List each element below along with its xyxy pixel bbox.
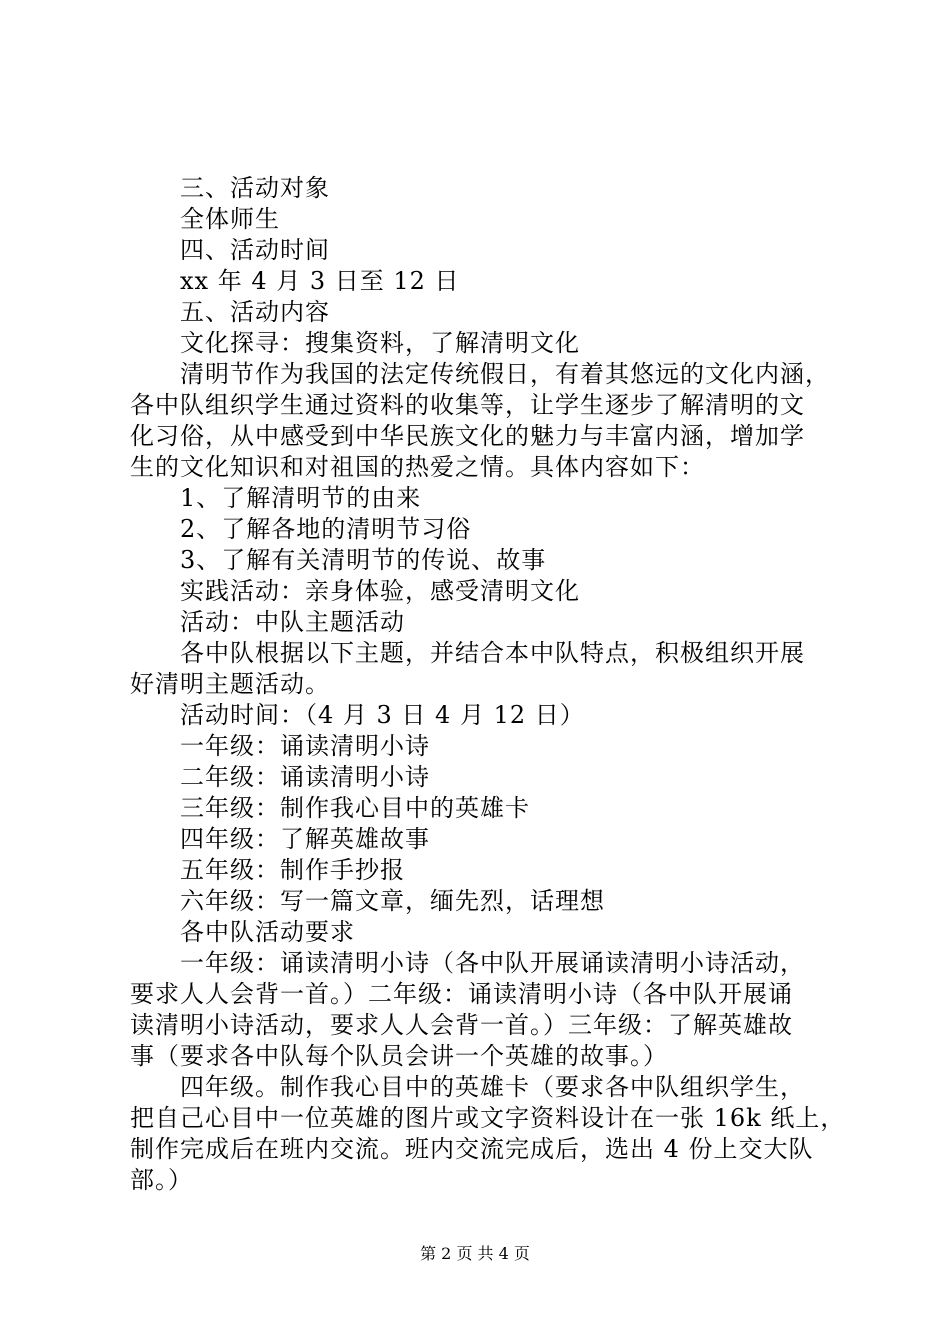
paragraph-line: 化习俗，从中感受到中华民族文化的魅力与丰富内涵，增加学 — [130, 422, 805, 450]
heading-activity-target: 三、活动对象 — [180, 174, 330, 202]
list-item: 三年级：制作我心目中的英雄卡 — [180, 794, 530, 822]
paragraph — [130, 359, 835, 483]
list-item: 六年级：写一篇文章，缅先烈，话理想 — [180, 887, 605, 915]
paragraph-line: 好清明主题活动。 — [130, 670, 330, 698]
paragraph — [130, 948, 835, 1072]
paragraph-line: 把自己心目中一位英雄的图片或文字资料设计在一张 16k 纸上， — [130, 1104, 846, 1132]
paragraph-line: 事（要求各中队每个队员会讲一个英雄的故事。） — [130, 1042, 668, 1070]
paragraph-line: 四年级。制作我心目中的英雄卡（要求各中队组织学生， — [180, 1073, 805, 1101]
list-item: 2、了解各地的清明节习俗 — [180, 515, 472, 543]
text-line: 活动：中队主题活动 — [180, 608, 405, 636]
text-line: 各中队活动要求 — [180, 918, 355, 946]
text-line: xx 年 4 月 3 日至 12 日 — [180, 267, 460, 295]
text-line: 活动时间：（4 月 3 日 4 月 12 日） — [180, 701, 585, 729]
list-item: 二年级：诵读清明小诗 — [180, 763, 430, 791]
paragraph — [130, 1072, 846, 1196]
paragraph-line: 读清明小诗活动，要求人人会背一首。）三年级：了解英雄故 — [130, 1011, 793, 1039]
page-number-footer: 第 2 页 共 4 页 — [420, 1244, 530, 1263]
document-body — [130, 173, 846, 1196]
list-item: 1、了解清明节的由来 — [180, 484, 422, 512]
heading-activity-content: 五、活动内容 — [180, 298, 330, 326]
text-line: 全体师生 — [180, 205, 280, 233]
paragraph-line: 生的文化知识和对祖国的热爱之情。具体内容如下： — [130, 453, 705, 481]
paragraph-line: 清明节作为我国的法定传统假日，有着其悠远的文化内涵， — [180, 360, 830, 388]
list-item: 五年级：制作手抄报 — [180, 856, 405, 884]
heading-activity-time: 四、活动时间 — [180, 236, 330, 264]
text-line: 文化探寻：搜集资料，了解清明文化 — [180, 329, 580, 357]
paragraph-line: 制作完成后在班内交流。班内交流完成后，选出 4 份上交大队 — [130, 1135, 814, 1163]
paragraph-line: 各中队组织学生通过资料的收集等，让学生逐步了解清明的文 — [130, 391, 805, 419]
list-item: 四年级：了解英雄故事 — [180, 825, 430, 853]
paragraph-line: 一年级：诵读清明小诗（各中队开展诵读清明小诗活动， — [180, 949, 805, 977]
paragraph — [130, 638, 835, 700]
text-line: 实践活动：亲身体验，感受清明文化 — [180, 577, 580, 605]
list-item: 3、了解有关清明节的传说、故事 — [180, 546, 547, 574]
paragraph-line: 各中队根据以下主题，并结合本中队特点，积极组织开展 — [180, 639, 805, 667]
paragraph-line: 部。） — [130, 1166, 193, 1194]
list-item: 一年级：诵读清明小诗 — [180, 732, 430, 760]
paragraph-line: 要求人人会背一首。）二年级：诵读清明小诗（各中队开展诵 — [130, 980, 793, 1008]
